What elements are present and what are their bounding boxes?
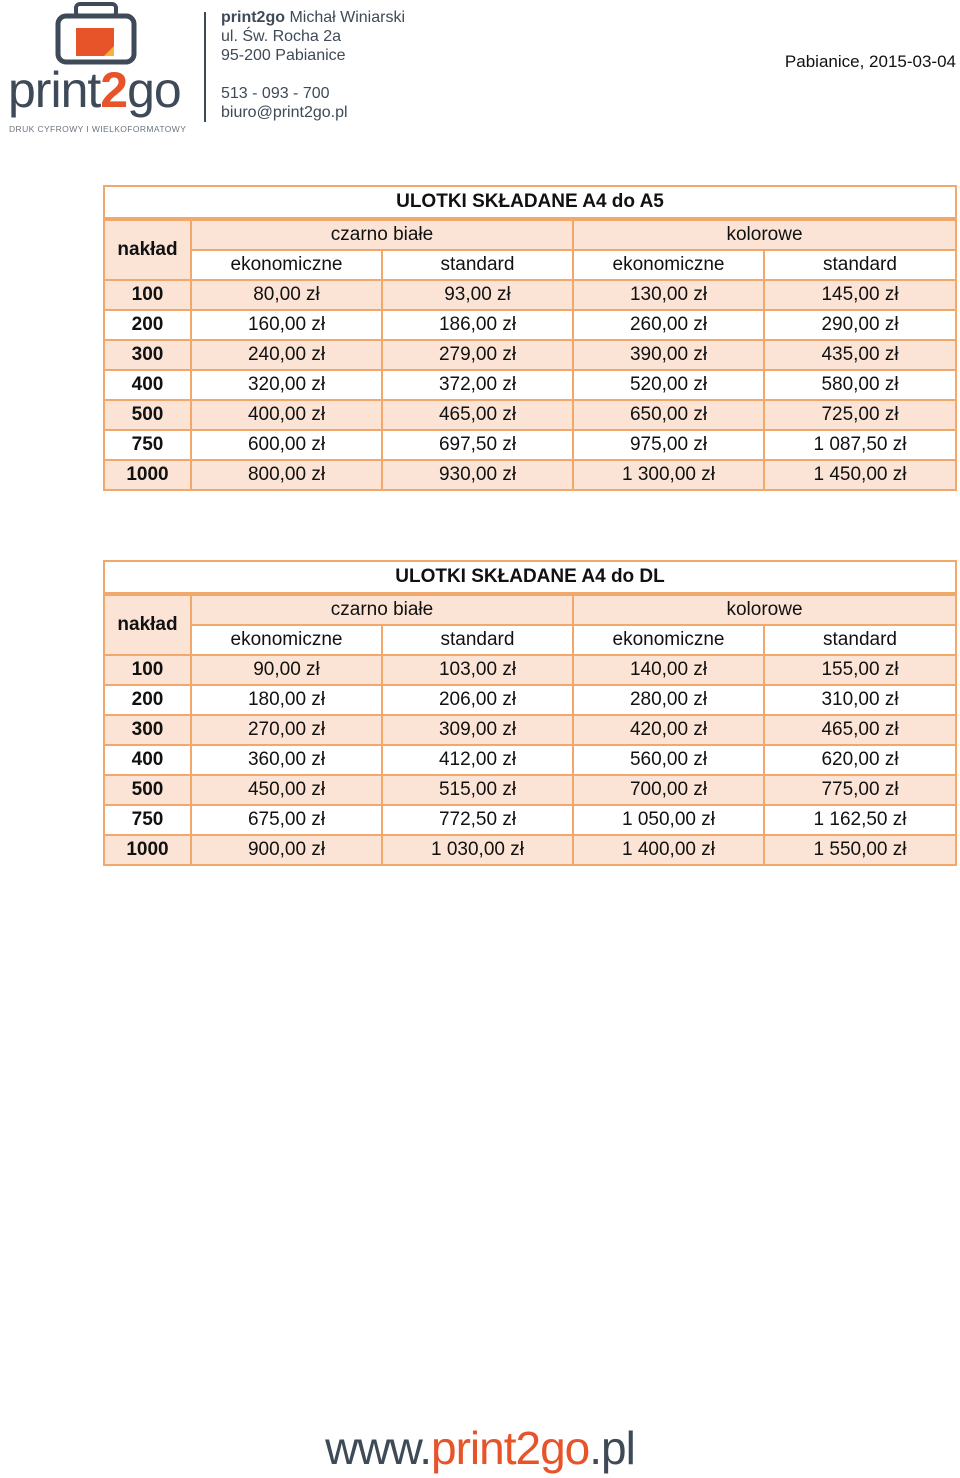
price-bw-standard: 206,00 zł xyxy=(382,685,573,715)
price-color-standard: 1 550,00 zł xyxy=(764,835,956,865)
footer-website: www.print2go.pl xyxy=(325,1422,635,1474)
company-contact xyxy=(221,84,348,122)
quantity-cell: 400 xyxy=(104,745,191,775)
price-bw-standard: 186,00 zł xyxy=(382,310,573,340)
subheader-bw-standard: standard xyxy=(382,625,573,655)
place-date: Pabianice, 2015-03-04 xyxy=(784,52,956,71)
price-color-standard: 465,00 zł xyxy=(764,715,956,745)
company-logo xyxy=(4,2,194,132)
price-bw-standard: 93,00 zł xyxy=(382,280,573,310)
subheader-bw-standard: standard xyxy=(382,250,573,280)
table-row xyxy=(104,745,956,775)
price-table-dl xyxy=(103,560,957,866)
table-row xyxy=(104,280,956,310)
subheader-color-economic: ekonomiczne xyxy=(573,250,764,280)
subheader-color-economic: ekonomiczne xyxy=(573,625,764,655)
price-bw-economic: 600,00 zł xyxy=(191,430,382,460)
price-bw-standard: 930,00 zł xyxy=(382,460,573,490)
quantity-cell: 400 xyxy=(104,370,191,400)
price-color-economic: 390,00 zł xyxy=(573,340,764,370)
subheader-color-standard: standard xyxy=(764,250,956,280)
price-color-standard: 310,00 zł xyxy=(764,685,956,715)
table-row xyxy=(104,310,956,340)
address-city: 95-200 Pabianice xyxy=(221,47,346,64)
price-color-economic: 1 400,00 zł xyxy=(573,835,764,865)
price-bw-standard: 103,00 zł xyxy=(382,655,573,685)
price-table-a5 xyxy=(103,185,957,491)
group-header-bw: czarno białe xyxy=(191,594,573,625)
logo-tagline: DRUK CYFROWY I WIELKOFORMATOWY xyxy=(9,124,187,134)
price-color-standard: 145,00 zł xyxy=(764,280,956,310)
email-address: biuro@print2go.pl xyxy=(221,104,348,121)
quantity-header: nakład xyxy=(104,594,191,655)
quantity-cell: 750 xyxy=(104,805,191,835)
price-bw-standard: 1 030,00 zł xyxy=(382,835,573,865)
price-bw-economic: 450,00 zł xyxy=(191,775,382,805)
price-color-standard: 620,00 zł xyxy=(764,745,956,775)
price-color-standard: 580,00 zł xyxy=(764,370,956,400)
table-row xyxy=(104,775,956,805)
table-row xyxy=(104,715,956,745)
company-name: print2go Michał Winiarski xyxy=(221,9,406,26)
table-row xyxy=(104,655,956,685)
price-bw-economic: 400,00 zł xyxy=(191,400,382,430)
table-row xyxy=(104,340,956,370)
price-color-standard: 775,00 zł xyxy=(764,775,956,805)
logo-wordmark: print2go xyxy=(8,62,181,118)
printer-icon xyxy=(54,2,138,66)
price-bw-economic: 320,00 zł xyxy=(191,370,382,400)
price-color-economic: 560,00 zł xyxy=(573,745,764,775)
quantity-cell: 500 xyxy=(104,400,191,430)
quantity-cell: 750 xyxy=(104,430,191,460)
group-header-color: kolorowe xyxy=(573,219,956,250)
price-bw-standard: 279,00 zł xyxy=(382,340,573,370)
price-bw-economic: 160,00 zł xyxy=(191,310,382,340)
price-color-economic: 420,00 zł xyxy=(573,715,764,745)
price-color-economic: 975,00 zł xyxy=(573,430,764,460)
subheader-color-standard: standard xyxy=(764,625,956,655)
price-color-economic: 130,00 zł xyxy=(573,280,764,310)
price-bw-standard: 515,00 zł xyxy=(382,775,573,805)
table-row xyxy=(104,370,956,400)
price-bw-economic: 360,00 zł xyxy=(191,745,382,775)
price-color-standard: 1 450,00 zł xyxy=(764,460,956,490)
table-body xyxy=(104,655,956,865)
header-divider xyxy=(204,12,206,122)
quantity-cell: 500 xyxy=(104,775,191,805)
price-color-standard: 725,00 zł xyxy=(764,400,956,430)
group-header-bw: czarno białe xyxy=(191,219,573,250)
table-title: ULOTKI SKŁADANE A4 do A5 xyxy=(104,186,956,219)
price-bw-economic: 800,00 zł xyxy=(191,460,382,490)
price-bw-economic: 240,00 zł xyxy=(191,340,382,370)
table-title: ULOTKI SKŁADANE A4 do DL xyxy=(104,561,956,594)
table-row xyxy=(104,805,956,835)
table-row xyxy=(104,430,956,460)
quantity-cell: 100 xyxy=(104,655,191,685)
phone-number: 513 - 093 - 700 xyxy=(221,85,330,102)
price-color-economic: 140,00 zł xyxy=(573,655,764,685)
quantity-cell: 1000 xyxy=(104,460,191,490)
price-bw-standard: 372,00 zł xyxy=(382,370,573,400)
price-bw-standard: 412,00 zł xyxy=(382,745,573,775)
quantity-cell: 300 xyxy=(104,715,191,745)
group-header-color: kolorowe xyxy=(573,594,956,625)
table-row xyxy=(104,400,956,430)
price-bw-economic: 90,00 zł xyxy=(191,655,382,685)
quantity-cell: 300 xyxy=(104,340,191,370)
price-bw-economic: 900,00 zł xyxy=(191,835,382,865)
price-color-standard: 435,00 zł xyxy=(764,340,956,370)
subheader-bw-economic: ekonomiczne xyxy=(191,250,382,280)
quantity-header: nakład xyxy=(104,219,191,280)
price-bw-standard: 465,00 zł xyxy=(382,400,573,430)
price-bw-economic: 270,00 zł xyxy=(191,715,382,745)
price-bw-standard: 697,50 zł xyxy=(382,430,573,460)
price-color-standard: 290,00 zł xyxy=(764,310,956,340)
table-row xyxy=(104,835,956,865)
table-body xyxy=(104,280,956,490)
price-color-economic: 650,00 zł xyxy=(573,400,764,430)
price-color-standard: 155,00 zł xyxy=(764,655,956,685)
company-address xyxy=(221,8,405,65)
price-color-economic: 1 300,00 zł xyxy=(573,460,764,490)
quantity-cell: 100 xyxy=(104,280,191,310)
price-color-economic: 260,00 zł xyxy=(573,310,764,340)
table-row xyxy=(104,460,956,490)
subheader-bw-economic: ekonomiczne xyxy=(191,625,382,655)
quantity-cell: 200 xyxy=(104,685,191,715)
quantity-cell: 1000 xyxy=(104,835,191,865)
price-color-standard: 1 087,50 zł xyxy=(764,430,956,460)
price-bw-standard: 309,00 zł xyxy=(382,715,573,745)
price-bw-standard: 772,50 zł xyxy=(382,805,573,835)
price-bw-economic: 80,00 zł xyxy=(191,280,382,310)
table-row xyxy=(104,685,956,715)
address-street: ul. Św. Rocha 2a xyxy=(221,28,342,45)
price-color-economic: 520,00 zł xyxy=(573,370,764,400)
price-color-economic: 280,00 zł xyxy=(573,685,764,715)
price-color-economic: 1 050,00 zł xyxy=(573,805,764,835)
quantity-cell: 200 xyxy=(104,310,191,340)
price-color-standard: 1 162,50 zł xyxy=(764,805,956,835)
price-color-economic: 700,00 zł xyxy=(573,775,764,805)
price-bw-economic: 180,00 zł xyxy=(191,685,382,715)
price-bw-economic: 675,00 zł xyxy=(191,805,382,835)
